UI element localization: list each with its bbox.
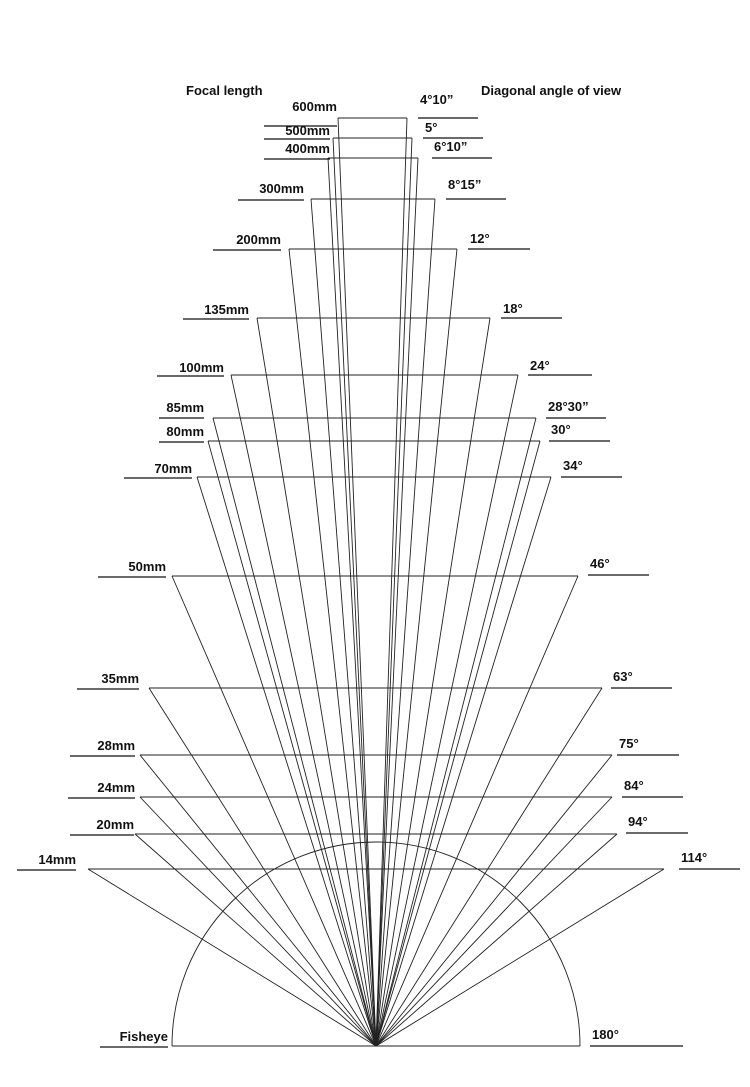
- right-view-ray: [376, 138, 412, 1046]
- focal-length-label: Fisheye: [119, 1029, 168, 1044]
- right-view-ray: [376, 418, 536, 1046]
- left-view-ray: [231, 375, 376, 1046]
- right-view-ray: [376, 249, 457, 1046]
- focal-length-label: 400mm: [285, 141, 330, 156]
- focal-length-label: 85mm: [166, 400, 204, 415]
- left-view-ray: [140, 755, 376, 1046]
- lens-row-70mm: [124, 458, 622, 1046]
- focal-length-label: 28mm: [97, 738, 135, 753]
- focal-length-label: 135mm: [204, 302, 249, 317]
- angle-of-view-label: 84°: [624, 778, 644, 793]
- focal-length-header: Focal length: [186, 83, 263, 98]
- angle-of-view-label: 4°10”: [420, 92, 454, 107]
- focal-length-label: 14mm: [38, 852, 76, 867]
- lens-row-80mm: [159, 422, 610, 1046]
- lens-row-400mm: [264, 139, 492, 1046]
- lens-row-20mm: [70, 814, 688, 1046]
- angle-of-view-label: 24°: [530, 358, 550, 373]
- angle-of-view-label: 75°: [619, 736, 639, 751]
- angle-of-view-label: 30°: [551, 422, 571, 437]
- angle-of-view-label: 63°: [613, 669, 633, 684]
- angle-of-view-label: 28°30”: [548, 399, 589, 414]
- right-view-ray: [376, 688, 602, 1046]
- focal-length-label: 300mm: [259, 181, 304, 196]
- lens-row-14mm: [17, 850, 740, 1046]
- lens-rows: [17, 92, 740, 1047]
- lens-row-135mm: [183, 301, 562, 1046]
- angle-of-view-label: 180°: [592, 1027, 619, 1042]
- lens-row-100mm: [157, 358, 592, 1046]
- angle-of-view-label: 94°: [628, 814, 648, 829]
- angle-of-view-header: Diagonal angle of view: [481, 83, 622, 98]
- lens-row-500mm: [264, 120, 483, 1046]
- left-view-ray: [333, 138, 376, 1046]
- focal-length-label: 600mm: [292, 99, 337, 114]
- focal-length-label: 70mm: [154, 461, 192, 476]
- focal-length-label: 200mm: [236, 232, 281, 247]
- lens-row-300mm: [238, 177, 506, 1046]
- angle-of-view-label: 12°: [470, 231, 490, 246]
- left-view-ray: [135, 834, 376, 1046]
- right-view-ray: [376, 834, 617, 1046]
- focal-length-label: 80mm: [166, 424, 204, 439]
- lens-row-35mm: [77, 669, 672, 1046]
- lens-row-24mm: [68, 778, 683, 1046]
- left-view-ray: [149, 688, 376, 1046]
- left-view-ray: [289, 249, 376, 1046]
- angle-of-view-label: 8°15”: [448, 177, 482, 192]
- right-view-ray: [376, 477, 551, 1046]
- angle-of-view-label: 5°: [425, 120, 438, 135]
- left-view-ray: [88, 869, 376, 1046]
- angle-of-view-label: 34°: [563, 458, 583, 473]
- angle-of-view-label: 18°: [503, 301, 523, 316]
- left-view-ray: [328, 158, 376, 1046]
- angle-of-view-label: 6°10”: [434, 139, 468, 154]
- right-view-ray: [376, 869, 664, 1046]
- focal-length-label: 35mm: [101, 671, 139, 686]
- right-view-ray: [376, 755, 612, 1046]
- left-view-ray: [338, 118, 376, 1046]
- focal-length-label: 500mm: [285, 123, 330, 138]
- right-view-ray: [376, 576, 578, 1046]
- focal-length-label: 24mm: [97, 780, 135, 795]
- focal-length-label: 100mm: [179, 360, 224, 375]
- focal-length-label: 20mm: [96, 817, 134, 832]
- right-view-ray: [376, 199, 435, 1046]
- left-view-ray: [197, 477, 376, 1046]
- fisheye-semicircle: [172, 842, 580, 1046]
- lens-row-600mm: [264, 92, 478, 1046]
- right-view-ray: [376, 375, 518, 1046]
- angle-of-view-label: 46°: [590, 556, 610, 571]
- right-view-ray: [376, 118, 407, 1046]
- angle-of-view-label: 114°: [681, 850, 708, 865]
- focal-length-label: 50mm: [128, 559, 166, 574]
